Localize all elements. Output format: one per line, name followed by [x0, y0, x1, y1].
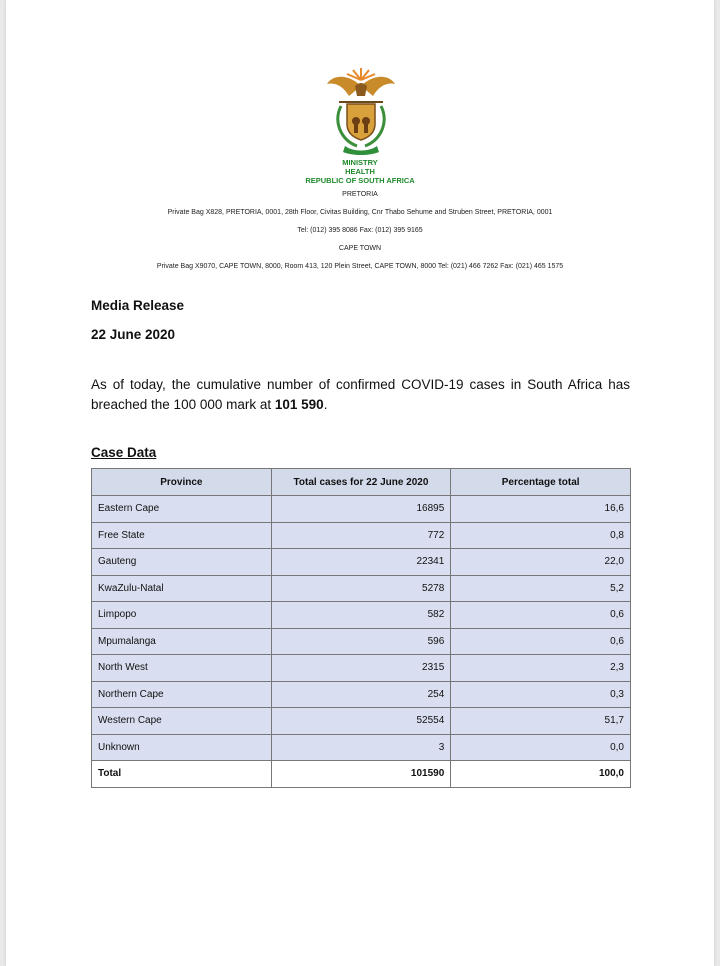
paragraph-line: As of today, the cumulative number of confirmed COVID-19 cases in South Africa has: [91, 377, 630, 392]
total-percentage-cell: 100,0: [451, 761, 631, 788]
total-cases-cell: 101590: [271, 761, 451, 788]
table-row: [92, 496, 631, 523]
province-cell: KwaZulu-Natal: [92, 575, 272, 602]
province-cell: Mpumalanga: [92, 628, 272, 655]
release-title: Media Release: [91, 298, 185, 313]
cases-cell: 772: [271, 522, 451, 549]
column-header-total-cases: Total cases for 22 June 2020: [271, 469, 451, 496]
province-cell: Northern Cape: [92, 681, 272, 708]
total-label-cell: Total: [92, 761, 272, 788]
percentage-cell: 0,0: [451, 734, 631, 761]
percentage-cell: 0,6: [451, 628, 631, 655]
table-row: [92, 655, 631, 682]
cape-town-address: Private Bag X9070, CAPE TOWN, 8000, Room 413, 120 Plein Street, CAPE TOWN, 8000 Tel: (021) 466 7262 Fax: (021) 465 1575: [156, 263, 564, 270]
pretoria-contact: Tel: (012) 395 8086 Fax: (012) 395 9165: [297, 227, 423, 234]
cape-town-heading: CAPE TOWN: [338, 245, 382, 252]
percentage-cell: 0,3: [451, 681, 631, 708]
release-paragraph: [91, 375, 630, 415]
cases-cell: 3: [271, 734, 451, 761]
percentage-cell: 51,7: [451, 708, 631, 735]
cases-cell: 582: [271, 602, 451, 629]
table-row: [92, 549, 631, 576]
coat-of-arms-emblem: [323, 66, 399, 156]
case-data-table: [91, 468, 631, 788]
paragraph-line: breached the 100 000 mark at: [91, 397, 275, 412]
table-row: [92, 602, 631, 629]
ministry-line: MINISTRY: [342, 158, 378, 167]
case-count-highlight: 101 590: [274, 397, 324, 412]
cases-cell: 5278: [271, 575, 451, 602]
percentage-cell: 16,6: [451, 496, 631, 523]
cases-cell: 596: [271, 628, 451, 655]
table-row: [92, 681, 631, 708]
percentage-cell: 0,6: [451, 602, 631, 629]
ministry-line: HEALTH: [345, 167, 375, 176]
table-row: [92, 734, 631, 761]
table-row: [92, 522, 631, 549]
case-data-title: Case Data: [91, 445, 157, 460]
cases-cell: 52554: [271, 708, 451, 735]
table-row: [92, 628, 631, 655]
column-header-percentage: Percentage total: [451, 469, 631, 496]
percentage-cell: 0,8: [451, 522, 631, 549]
ministry-line: REPUBLIC OF SOUTH AFRICA: [305, 176, 415, 185]
province-cell: Unknown: [92, 734, 272, 761]
paragraph-end: .: [323, 397, 328, 412]
cases-cell: 254: [271, 681, 451, 708]
table-header-row: [92, 469, 631, 496]
percentage-cell: 2,3: [451, 655, 631, 682]
province-cell: Gauteng: [92, 549, 272, 576]
table-total-row: [92, 761, 631, 788]
province-cell: Free State: [92, 522, 272, 549]
table-row: [92, 708, 631, 735]
ministry-name: [0, 158, 720, 185]
province-cell: North West: [92, 655, 272, 682]
percentage-cell: 5,2: [451, 575, 631, 602]
pretoria-heading: PRETORIA: [342, 191, 378, 198]
cases-cell: 2315: [271, 655, 451, 682]
province-cell: Limpopo: [92, 602, 272, 629]
percentage-cell: 22,0: [451, 549, 631, 576]
cases-cell: 22341: [271, 549, 451, 576]
table-row: [92, 575, 631, 602]
cases-cell: 16895: [271, 496, 451, 523]
release-date: 22 June 2020: [91, 327, 176, 342]
pretoria-address: Private Bag X828, PRETORIA, 0001, 28th Floor, Civitas Building, Cnr Thabo Sehume and Struben Street, PRETORIA, 0001: [167, 209, 553, 216]
province-cell: Western Cape: [92, 708, 272, 735]
province-cell: Eastern Cape: [92, 496, 272, 523]
column-header-province: Province: [92, 469, 272, 496]
